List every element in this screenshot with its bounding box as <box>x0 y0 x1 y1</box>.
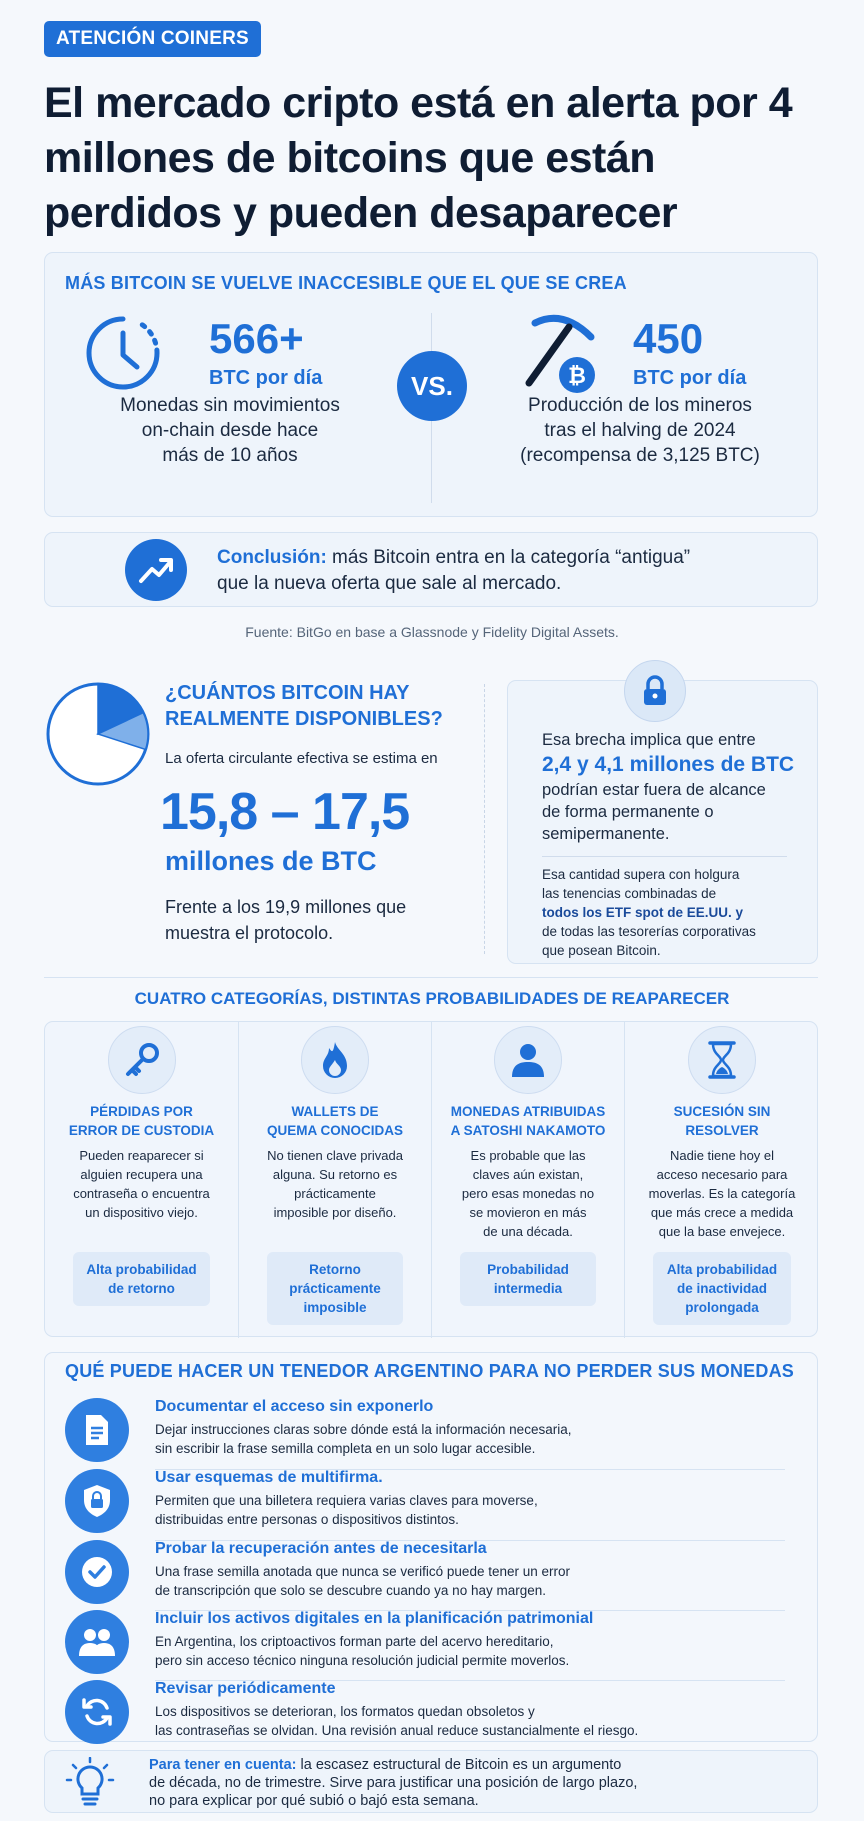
category-card <box>624 1022 819 1338</box>
key-icon <box>108 1026 176 1094</box>
etf-comparison-paragraph: Esa cantidad supera con holgura las tenencias combinadas de todos los ETF spot de EE.UU. y de todas las tesorerías corporativas que posean Bitcoin. <box>542 867 756 958</box>
category-name: WALLETS DE QUEMA CONOCIDAS <box>266 1104 403 1138</box>
tip-item <box>45 1469 819 1537</box>
dashed-divider <box>484 684 485 954</box>
check-icon <box>65 1540 129 1604</box>
tip-text: Dejar instrucciones claras sobre dónde está la información necesaria, sin escribir la frase semilla completa en un solo lugar accesible. <box>155 1422 572 1456</box>
protocol-supply-compare: Frente a los 19,9 millones que muestra el protocolo. <box>165 897 407 943</box>
pie-icon <box>44 680 152 788</box>
category-card <box>238 1022 431 1338</box>
category-probability: Retorno prácticamente imposible <box>267 1252 403 1325</box>
tip-title: Documentar el acceso sin exponerlo <box>155 1398 434 1415</box>
tip-title: Probar la recuperación antes de necesitarla <box>155 1540 487 1557</box>
tip-text: Una frase semilla anotada que nunca se verificó puede tener un error de transcripción que solo se descubre cuando ya no hay margen. <box>155 1564 570 1598</box>
conclusion-text: Conclusión: más Bitcoin entra en la categoría “antigua” que la nueva oferta que sale al mercado. <box>217 547 691 594</box>
effective-supply-unit: millones de BTC <box>165 846 377 876</box>
tip-title: Incluir los activos digitales en la planificación patrimonial <box>155 1610 594 1627</box>
gap-paragraph: Esa brecha implica que entre 2,4 y 4,1 millones de BTC podrían estar fuera de alcance de forma permanente o semipermanente. <box>542 731 795 843</box>
mined-btc-unit: BTC por día <box>633 367 747 389</box>
lightbulb-icon <box>65 1757 115 1809</box>
tip-item <box>45 1540 819 1608</box>
mined-btc-value: 450 <box>633 315 704 362</box>
category-name: PÉRDIDAS POR ERROR DE CUSTODIA <box>68 1104 215 1138</box>
tip-title: Revisar periódicamente <box>155 1680 336 1697</box>
person-icon <box>494 1026 562 1094</box>
category-tag: ATENCIÓN COINERS <box>44 21 261 57</box>
flame-icon <box>301 1026 369 1094</box>
available-supply-title: ¿CUÁNTOS BITCOIN HAY REALMENTE DISPONIBLES? <box>165 682 443 730</box>
inactive-btc-unit: BTC por día <box>209 367 323 389</box>
tip-title: Usar esquemas de multifirma. <box>155 1469 383 1486</box>
people-icon <box>65 1610 129 1674</box>
category-text: Pueden reaparecer si alguien recupera una contraseña o encuentra un dispositivo viejo. <box>73 1148 210 1220</box>
tip-item <box>45 1610 819 1678</box>
category-card <box>431 1022 624 1338</box>
shield-lock-icon <box>65 1469 129 1533</box>
category-probability: Probabilidad intermedia <box>460 1252 596 1306</box>
tip-item <box>45 1398 819 1466</box>
supply-comparison-card <box>44 252 818 517</box>
gap-divider <box>542 856 787 857</box>
tip-text: En Argentina, los criptoactivos forman parte del acervo hereditario, pero sin acceso técnico ninguna resolución judicial permite moverlos. <box>155 1634 570 1668</box>
category-name: MONEDAS ATRIBUIDAS A SATOSHI NAKAMOTO <box>450 1104 606 1138</box>
gap-card <box>507 680 818 964</box>
refresh-icon <box>65 1680 129 1744</box>
category-name: SUCESIÓN SIN RESOLVER <box>673 1104 771 1138</box>
note-text: Para tener en cuenta: la escasez estructural de Bitcoin es un argumento de década, no de trimestre. Sirve para justificar una posición de largo plazo, no para explicar por qué subió o bajó esta semana. <box>149 1757 638 1809</box>
hourglass-icon <box>688 1026 756 1094</box>
source-note: Fuente: BitGo en base a Glassnode y Fidelity Digital Assets. <box>245 624 619 640</box>
pickaxe-bitcoin-icon <box>523 311 599 397</box>
category-text: Nadie tiene hoy el acceso necesario para moverlas. Es la categoría que más crece a medida que la base envejece. <box>648 1148 796 1239</box>
inactive-btc-description: Monedas sin movimientos on-chain desde hace más de 10 años <box>120 395 340 466</box>
note-card <box>44 1750 818 1813</box>
lock-icon <box>624 660 686 722</box>
headline: El mercado cripto está en alerta por 4 millones de bitcoins que están perdidos y pueden desaparecer <box>44 79 793 237</box>
category-probability: Alta probabilidad de retorno <box>73 1252 210 1306</box>
tips-title: QUÉ PUEDE HACER UN TENEDOR ARGENTINO PARA NO PERDER SUS MONEDAS <box>65 1361 794 1381</box>
svg-text:₿: ₿ <box>568 363 586 388</box>
inactive-btc-value: 566+ <box>209 315 304 362</box>
categories-panel <box>44 1021 818 1337</box>
category-card <box>45 1022 238 1338</box>
trend-up-icon <box>125 539 187 601</box>
effective-supply-value: 15,8 – 17,5 <box>160 783 410 841</box>
section-divider <box>44 977 818 978</box>
category-text: Es probable que las claves aún existan, pero esas monedas no se movieron en más de una década. <box>461 1148 595 1239</box>
supply-lead: La oferta circulante efectiva se estima en <box>165 750 438 767</box>
clock-icon <box>85 315 161 391</box>
categories-title: CUATRO CATEGORÍAS, DISTINTAS PROBABILIDADES DE REAPARECER <box>134 989 730 1008</box>
category-probability: Alta probabilidad de inactividad prolongada <box>653 1252 791 1325</box>
tips-card <box>44 1352 818 1742</box>
section-title: MÁS BITCOIN SE VUELVE INACCESIBLE QUE EL QUE SE CREA <box>65 273 627 293</box>
tip-text: Los dispositivos se deterioran, los formatos quedan obsoletos y las contraseñas se olvidan. Una revisión anual reduce sustancialmente el riesgo. <box>155 1704 639 1738</box>
vs-badge: VS. <box>397 351 467 421</box>
category-text: No tienen clave privada alguna. Su retorno es prácticamente imposible por diseño. <box>267 1148 403 1220</box>
conclusion-card <box>44 532 818 607</box>
document-icon <box>65 1398 129 1462</box>
tip-text: Permiten que una billetera requiera varias claves para moverse, distribuidas entre personas o dispositivos distintos. <box>155 1493 538 1527</box>
tip-item <box>45 1680 819 1748</box>
mined-btc-description: Producción de los mineros tras el halving de 2024 (recompensa de 3,125 BTC) <box>520 395 760 466</box>
